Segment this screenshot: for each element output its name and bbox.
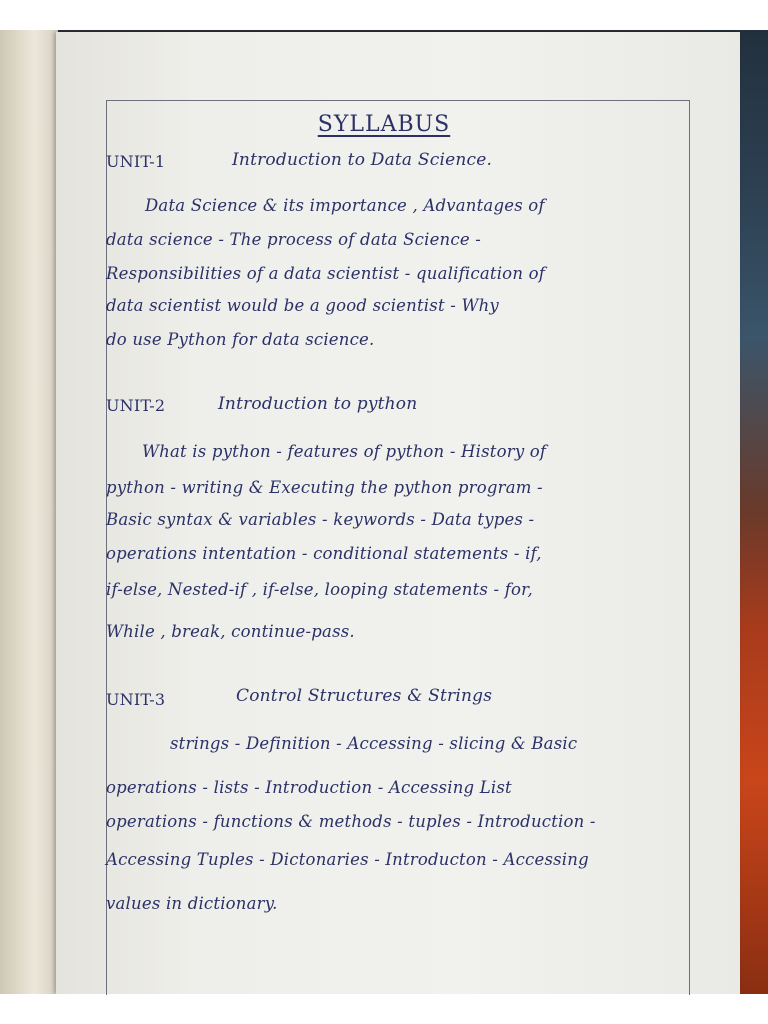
unit-2-line: What is python - features of python - History of bbox=[142, 442, 547, 461]
unit-3-line: operations - functions & methods - tuples - Introduction - bbox=[106, 812, 596, 831]
unit-2-line: Basic syntax & variables - keywords - Data types - bbox=[106, 510, 535, 529]
unit-3-label: UNIT-3 bbox=[106, 690, 166, 709]
unit-2-line: operations intentation - conditional statements - if, bbox=[106, 544, 542, 563]
page-title: SYLLABUS bbox=[317, 112, 451, 137]
unit-1-line: data science - The process of data Science - bbox=[106, 230, 482, 249]
unit-2-line: While , break, continue-pass. bbox=[106, 622, 355, 641]
unit-3-line: operations - lists - Introduction - Accessing List bbox=[106, 778, 512, 797]
unit-3-line: strings - Definition - Accessing - slicing & Basic bbox=[170, 734, 578, 753]
left-notebook-page bbox=[0, 30, 58, 994]
unit-3-title: Control Structures & Strings bbox=[236, 686, 493, 706]
unit-1-line: data scientist would be a good scientist - Why bbox=[106, 296, 499, 315]
unit-1-line: do use Python for data science. bbox=[106, 330, 375, 349]
unit-3-line: values in dictionary. bbox=[106, 894, 278, 913]
unit-2-label: UNIT-2 bbox=[106, 396, 166, 415]
unit-3-line: Accessing Tuples - Dictonaries - Introducton - Accessing bbox=[106, 850, 589, 869]
unit-2-line: if-else, Nested-if , if-else, looping statements - for, bbox=[106, 580, 533, 599]
unit-1-label: UNIT-1 bbox=[106, 152, 166, 171]
unit-1-line: Responsibilities of a data scientist - qualification of bbox=[106, 264, 546, 283]
unit-1-title: Introduction to Data Science. bbox=[232, 150, 493, 170]
unit-1-line: Data Science & its importance , Advantages of bbox=[145, 196, 545, 215]
unit-2-title: Introduction to python bbox=[218, 394, 418, 414]
unit-2-line: python - writing & Executing the python program - bbox=[106, 478, 543, 497]
